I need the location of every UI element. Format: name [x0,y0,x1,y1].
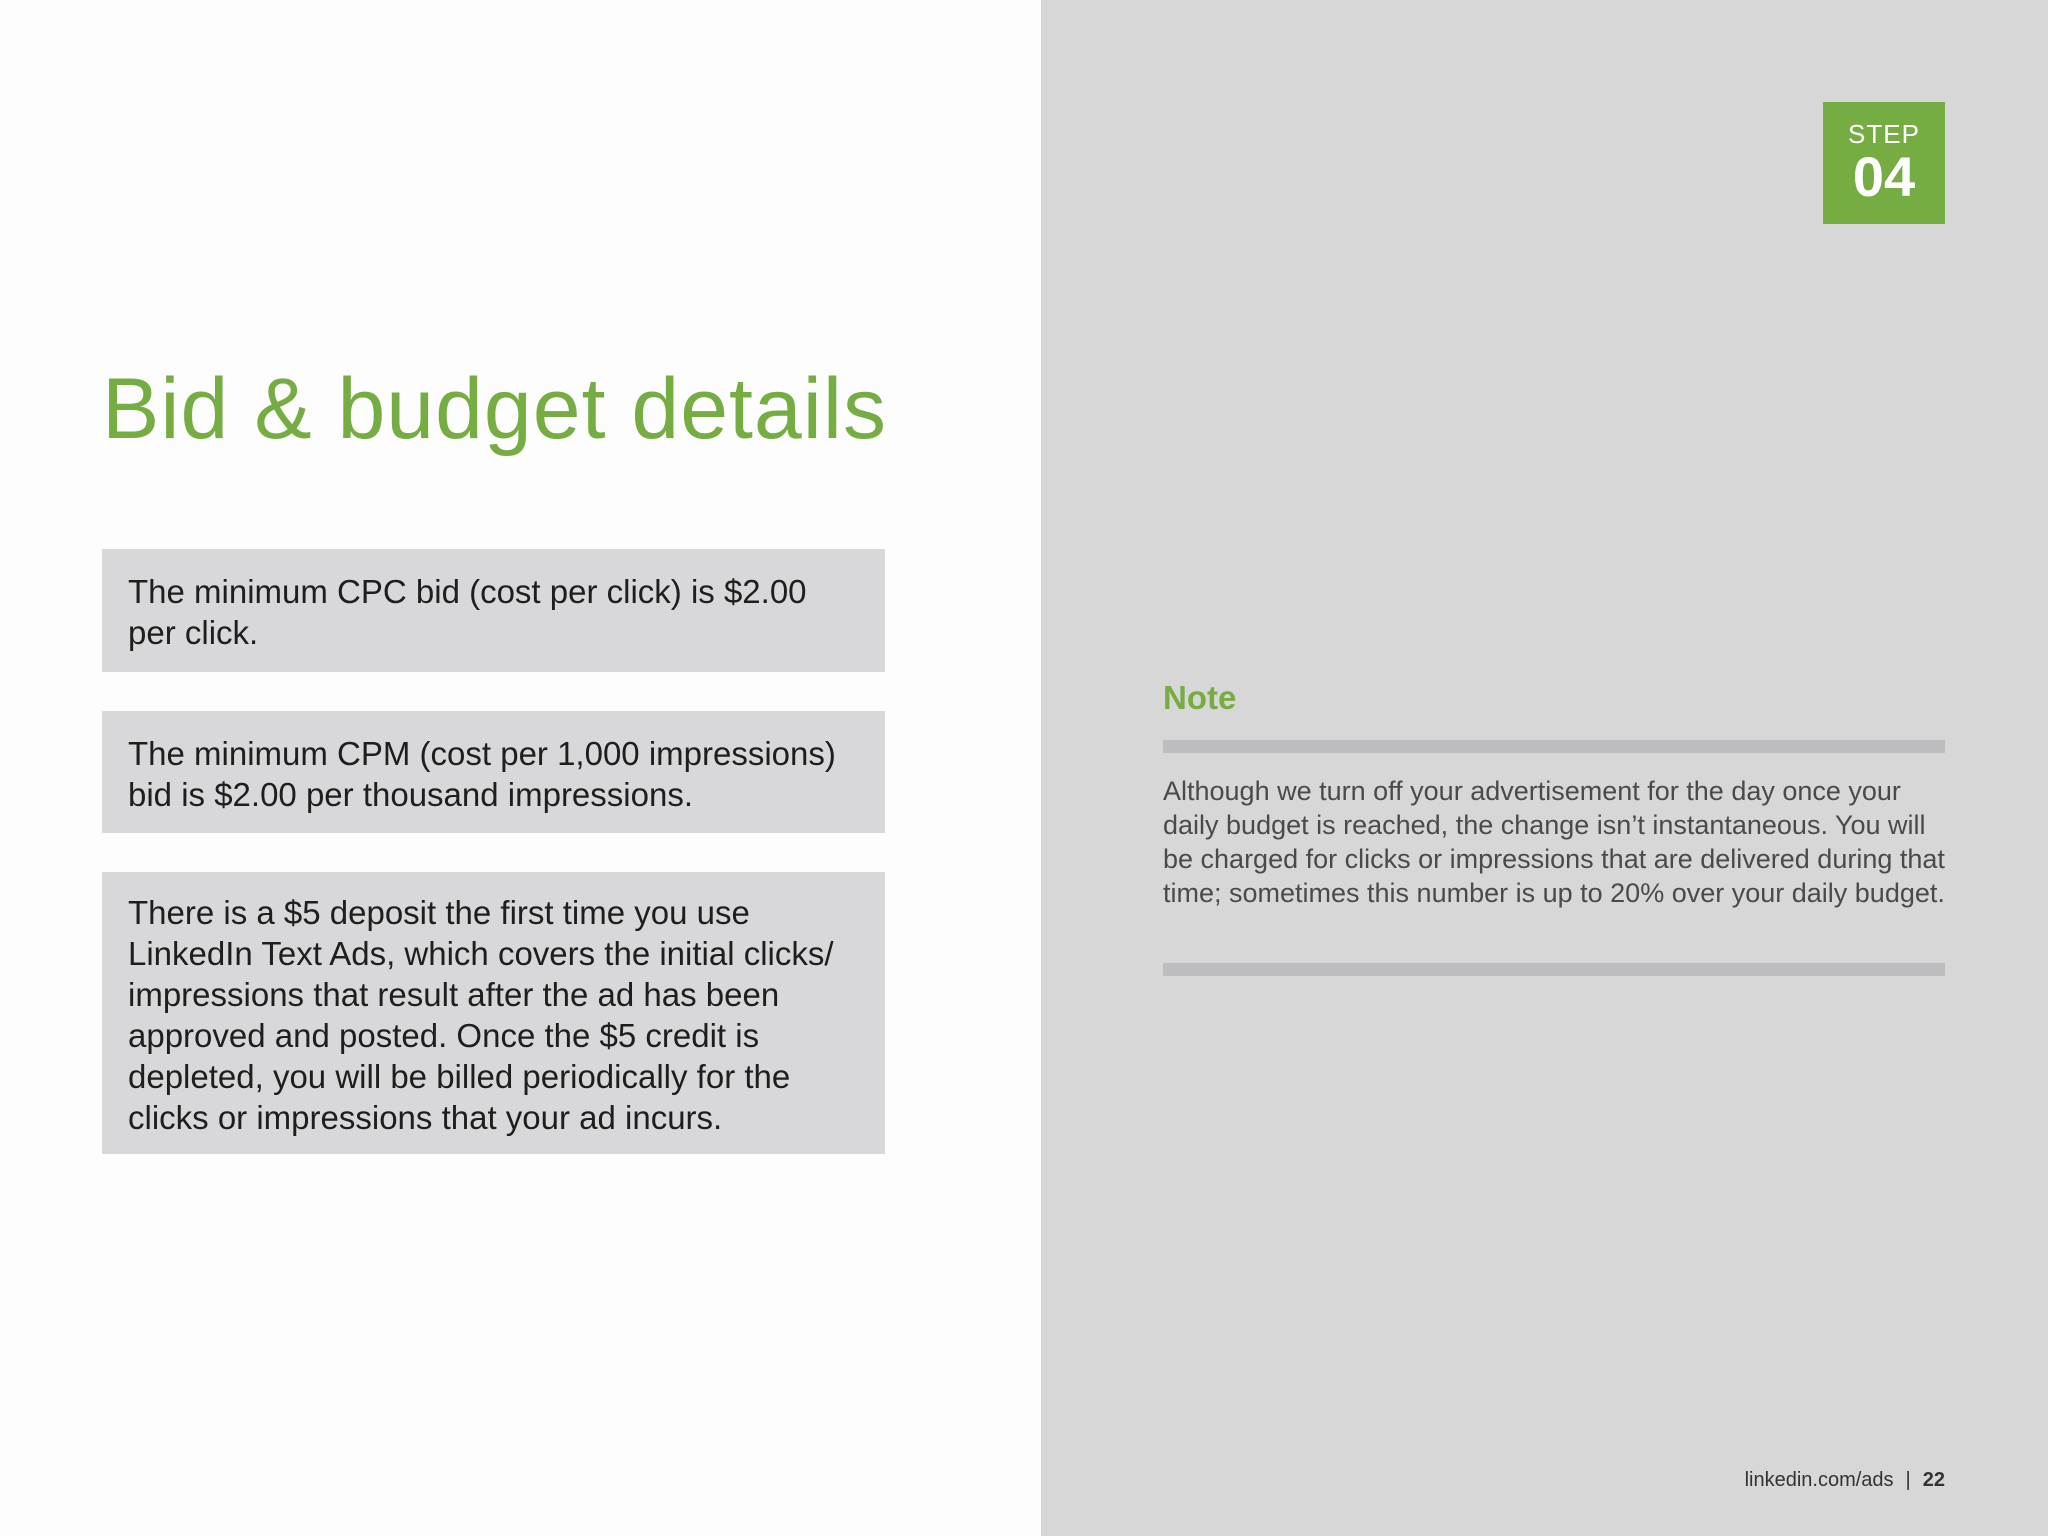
step-badge [1823,102,1945,224]
right-panel [1041,0,2048,1536]
step-number: 04 [1852,145,1916,208]
info-box-deposit [102,872,885,1154]
page-title: Bid & budget details [102,361,887,457]
note-divider-top [1163,740,1945,753]
footer [1745,1468,1945,1492]
footer-separator: | [1905,1469,1911,1491]
info-box-text: There is a $5 deposit the first time you use LinkedIn Text Ads, which covers the initial clicks/ impressions that result after the ad has been approved and posted. Once the $5 credit is depleted, you will be billed periodically for the clicks or impressions that your ad incurs. [128,894,834,1136]
note-heading: Note [1163,679,1237,716]
note-body: Although we turn off your advertisement for the day once your daily budget is reached, the change isn’t instantaneous. You will be charged for clicks or impressions that are delivered during that time; sometimes this number is up to 20% over your daily budget. [1163,776,1945,908]
page-number: 22 [1922,1469,1945,1491]
info-box-cpc [102,549,885,672]
footer-url[interactable]: linkedin.com/ads [1744,1469,1894,1491]
step-label: STEP [1848,119,1920,149]
info-box-text: The minimum CPM (cost per 1,000 impressions) bid is $2.00 per thousand impressions. [128,735,836,813]
note-divider-bottom [1163,963,1945,976]
info-box-cpm [102,711,885,833]
info-box-text: The minimum CPC bid (cost per click) is $2.00 per click. [128,573,807,651]
